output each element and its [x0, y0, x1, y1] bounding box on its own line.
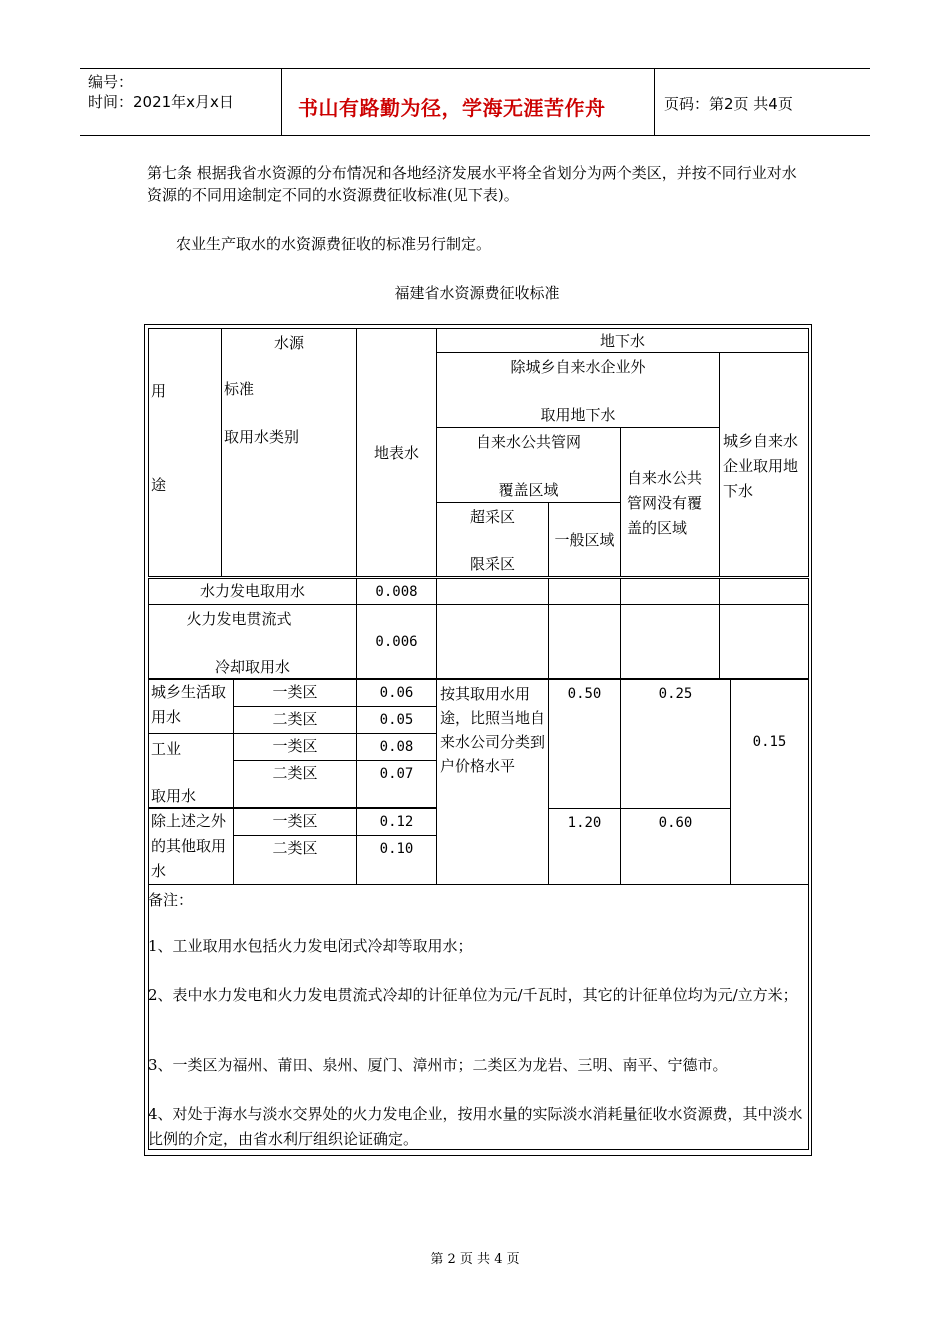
- industry-class1-surface: 0.08: [356, 733, 437, 761]
- group-other-label: 除上述之外的其他取用水: [148, 808, 234, 885]
- domestic-class1: 一类区: [233, 679, 357, 707]
- row-hydro-empty-3: [620, 578, 720, 605]
- header-over-limit: [436, 502, 549, 577]
- header-uncovered: 自来水公共管网没有覆盖的区域: [620, 427, 720, 577]
- header-source-label: 水源: [273, 334, 304, 352]
- header-bottom-rule: [80, 135, 870, 136]
- row-hydro-empty-4: [719, 578, 809, 605]
- urban-supply-value: 0.15: [730, 679, 809, 885]
- header-motto: 书山有路勤为径，学海无涯苦作舟: [298, 96, 606, 120]
- header-use-label-2: 途: [151, 476, 167, 494]
- note-3: 3、一类区为福州、莆田、泉州、厦门、漳州市；二类区为龙岩、三明、南平、宁德市。: [148, 1056, 728, 1074]
- domestic-class2: 二类区: [233, 706, 357, 734]
- article-paragraph: 第七条 根据我省水资源的分布情况和各地经济发展水平将全省划分为两个类区，并按不同行业对水资源的不同用途制定不同的水资源费征收标准(见下表)。: [147, 164, 797, 204]
- header-divider-right: [654, 68, 655, 136]
- header-surface-water: 地表水: [356, 328, 437, 577]
- header-top-rule: [80, 68, 870, 69]
- domestic-class1-surface: 0.06: [356, 679, 437, 707]
- header-use-cell: [148, 328, 222, 577]
- header-covered-line2: 覆盖区域: [498, 481, 559, 499]
- uncovered-value-a: 0.25: [620, 679, 731, 809]
- row-hydro-value: 0.008: [356, 578, 437, 605]
- industry-class1: 一类区: [233, 733, 357, 761]
- note-4: 4、对处于海水与淡水交界处的火力发电企业，按用水量的实际淡水消耗量征收水资源费，其中淡水比例的介定，由省水利厅组织论证确定。: [148, 1105, 803, 1148]
- note-1: 1、工业取用水包括火力发电闭式冷却等取用水；: [148, 937, 473, 955]
- header-divider-left: [281, 68, 282, 136]
- row-thermal-line2: 冷却取用水: [214, 658, 290, 676]
- header-over-line2: 限采区: [469, 555, 515, 573]
- row-thermal-empty-3: [620, 604, 720, 679]
- header-urban-supply: 城乡自来水企业取用地下水: [719, 352, 809, 577]
- header-general-area: 一般区域: [548, 502, 621, 577]
- header-except-line2: 取用地下水: [540, 406, 616, 424]
- agriculture-paragraph: 农业生产取水的水资源费征收的标准另行制定。: [176, 235, 492, 253]
- header-except-line1: 除城乡自来水企业外: [510, 358, 646, 376]
- industry-class2-surface: 0.07: [356, 760, 437, 808]
- uncovered-value-b: 0.60: [620, 808, 731, 885]
- industry-class2: 二类区: [233, 760, 357, 808]
- row-hydro-label: 水力发电取用水: [148, 578, 357, 605]
- header-groundwater: 地下水: [436, 328, 809, 353]
- row-thermal-value: 0.006: [356, 604, 437, 679]
- note-2: 2、表中水力发电和火力发电贯流式冷却的计征单位为元/千瓦时，其它的计征单位均为元/立方米；: [148, 986, 798, 1004]
- table-title: 福建省水资源费征收标准: [394, 284, 560, 302]
- group-industry-line1: 工业: [151, 740, 182, 758]
- header-over-line1: 超采区: [469, 508, 515, 526]
- other-class1: 一类区: [233, 808, 357, 836]
- header-standard-label: 标准: [224, 380, 255, 398]
- other-class1-surface: 0.12: [356, 808, 437, 836]
- row-hydro-empty-1: [436, 578, 549, 605]
- header-category-label: 取用水类别: [224, 428, 300, 446]
- header-page-label: 页码：第2页 共4页: [664, 95, 793, 113]
- general-area-value-b: 1.20: [548, 808, 621, 885]
- notes-title: 备注：: [148, 891, 194, 909]
- row-thermal-empty-1: [436, 604, 549, 679]
- row-hydro-empty-2: [548, 578, 621, 605]
- group-industry-line2: 取用水: [151, 787, 197, 805]
- other-class2-surface: 0.10: [356, 835, 437, 885]
- row-thermal-line1: 火力发电贯流式: [186, 610, 292, 628]
- header-except-urban: [436, 352, 720, 428]
- row-thermal-empty-4: [719, 604, 809, 679]
- group-domestic-label: 城乡生活取用水: [148, 679, 234, 734]
- over-limit-by-use: 按其取用水用途，比照当地自来水公司分类到户价格水平: [436, 679, 549, 885]
- header-source-cell: [221, 328, 357, 577]
- domestic-class2-surface: 0.05: [356, 706, 437, 734]
- page-footer: 第 2 页 共 4 页: [430, 1252, 520, 1267]
- header-covered-line1: 自来水公共管网: [475, 433, 581, 451]
- other-class2: 二类区: [233, 835, 357, 885]
- group-industry-label: [148, 733, 234, 808]
- header-covered: [436, 427, 621, 503]
- row-thermal-empty-2: [548, 604, 621, 679]
- header-number-label: 编号：: [88, 73, 134, 91]
- header-date-label: 时间：2021年x月x日: [88, 93, 234, 111]
- row-thermal-label: [148, 604, 357, 679]
- header-use-label: 用: [151, 382, 167, 400]
- general-area-value-a: 0.50: [548, 679, 621, 809]
